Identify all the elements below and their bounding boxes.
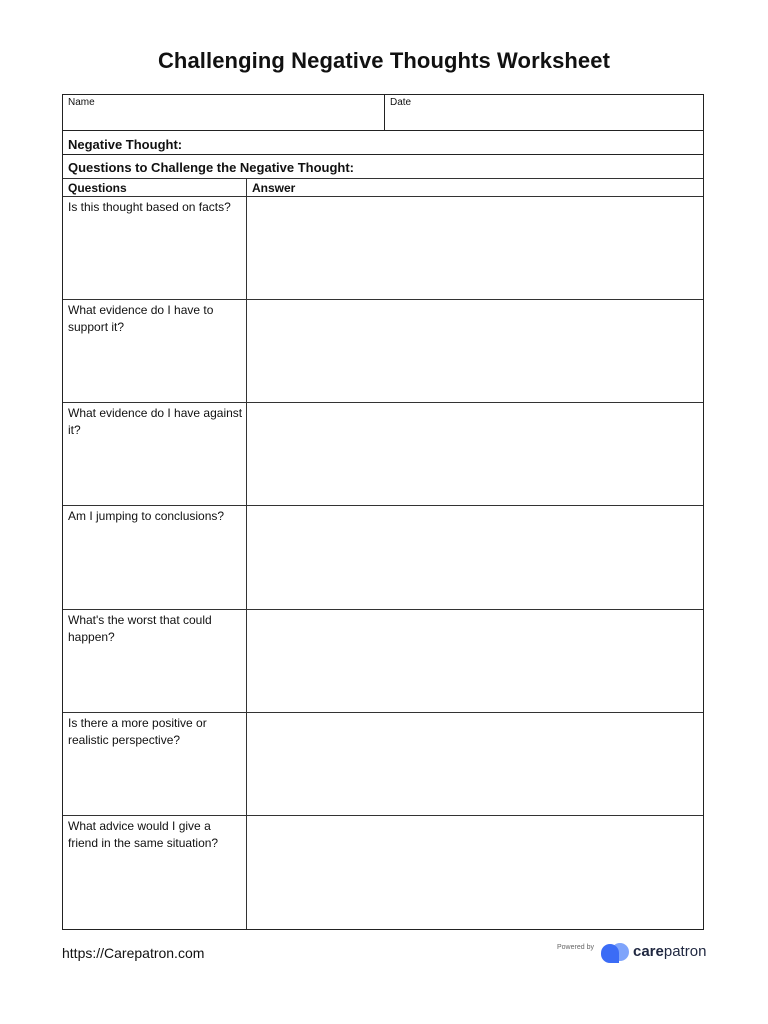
date-label: Date [390, 97, 412, 108]
answer-column-header: Answer [252, 181, 296, 195]
questions-heading: Questions to Challenge the Negative Thought: [68, 160, 355, 175]
answer-field[interactable] [247, 610, 703, 712]
brand-part-patron: patron [663, 943, 707, 960]
page-title: Challenging Negative Thoughts Worksheet [157, 48, 611, 73]
carepatron-logo-icon [599, 942, 631, 964]
name-label: Name [68, 97, 95, 108]
question-text: Is there a more positive or realistic perspective? [68, 716, 207, 747]
question-text: What evidence do I have against it? [68, 406, 243, 437]
question-text: What's the worst that could happen? [68, 613, 212, 644]
answer-field[interactable] [247, 300, 703, 402]
divider [63, 178, 703, 179]
answer-field[interactable] [247, 506, 703, 609]
powered-by-label: Powered by [557, 944, 594, 951]
question-text: What advice would I give a friend in the same situation? [68, 819, 219, 850]
divider [63, 154, 703, 155]
name-date-divider [384, 95, 385, 130]
negative-thought-label: Negative Thought: [68, 137, 183, 152]
answer-field[interactable] [247, 713, 703, 815]
carepatron-logo-text [633, 943, 706, 960]
negative-thought-field[interactable] [193, 131, 703, 154]
name-field[interactable] [63, 95, 384, 130]
carepatron-link[interactable]: https://Carepatron.com [62, 945, 205, 961]
answer-field[interactable] [247, 403, 703, 505]
date-field[interactable] [386, 95, 703, 130]
questions-column-header: Questions [68, 181, 127, 195]
answer-field[interactable] [247, 816, 703, 929]
answer-field[interactable] [247, 197, 703, 299]
question-text: Is this thought based on facts? [68, 200, 231, 214]
question-text: Am I jumping to conclusions? [68, 509, 225, 523]
worksheet-form [62, 94, 704, 930]
question-text: What evidence do I have to support it? [68, 303, 214, 334]
brand-part-care: care [633, 943, 664, 960]
